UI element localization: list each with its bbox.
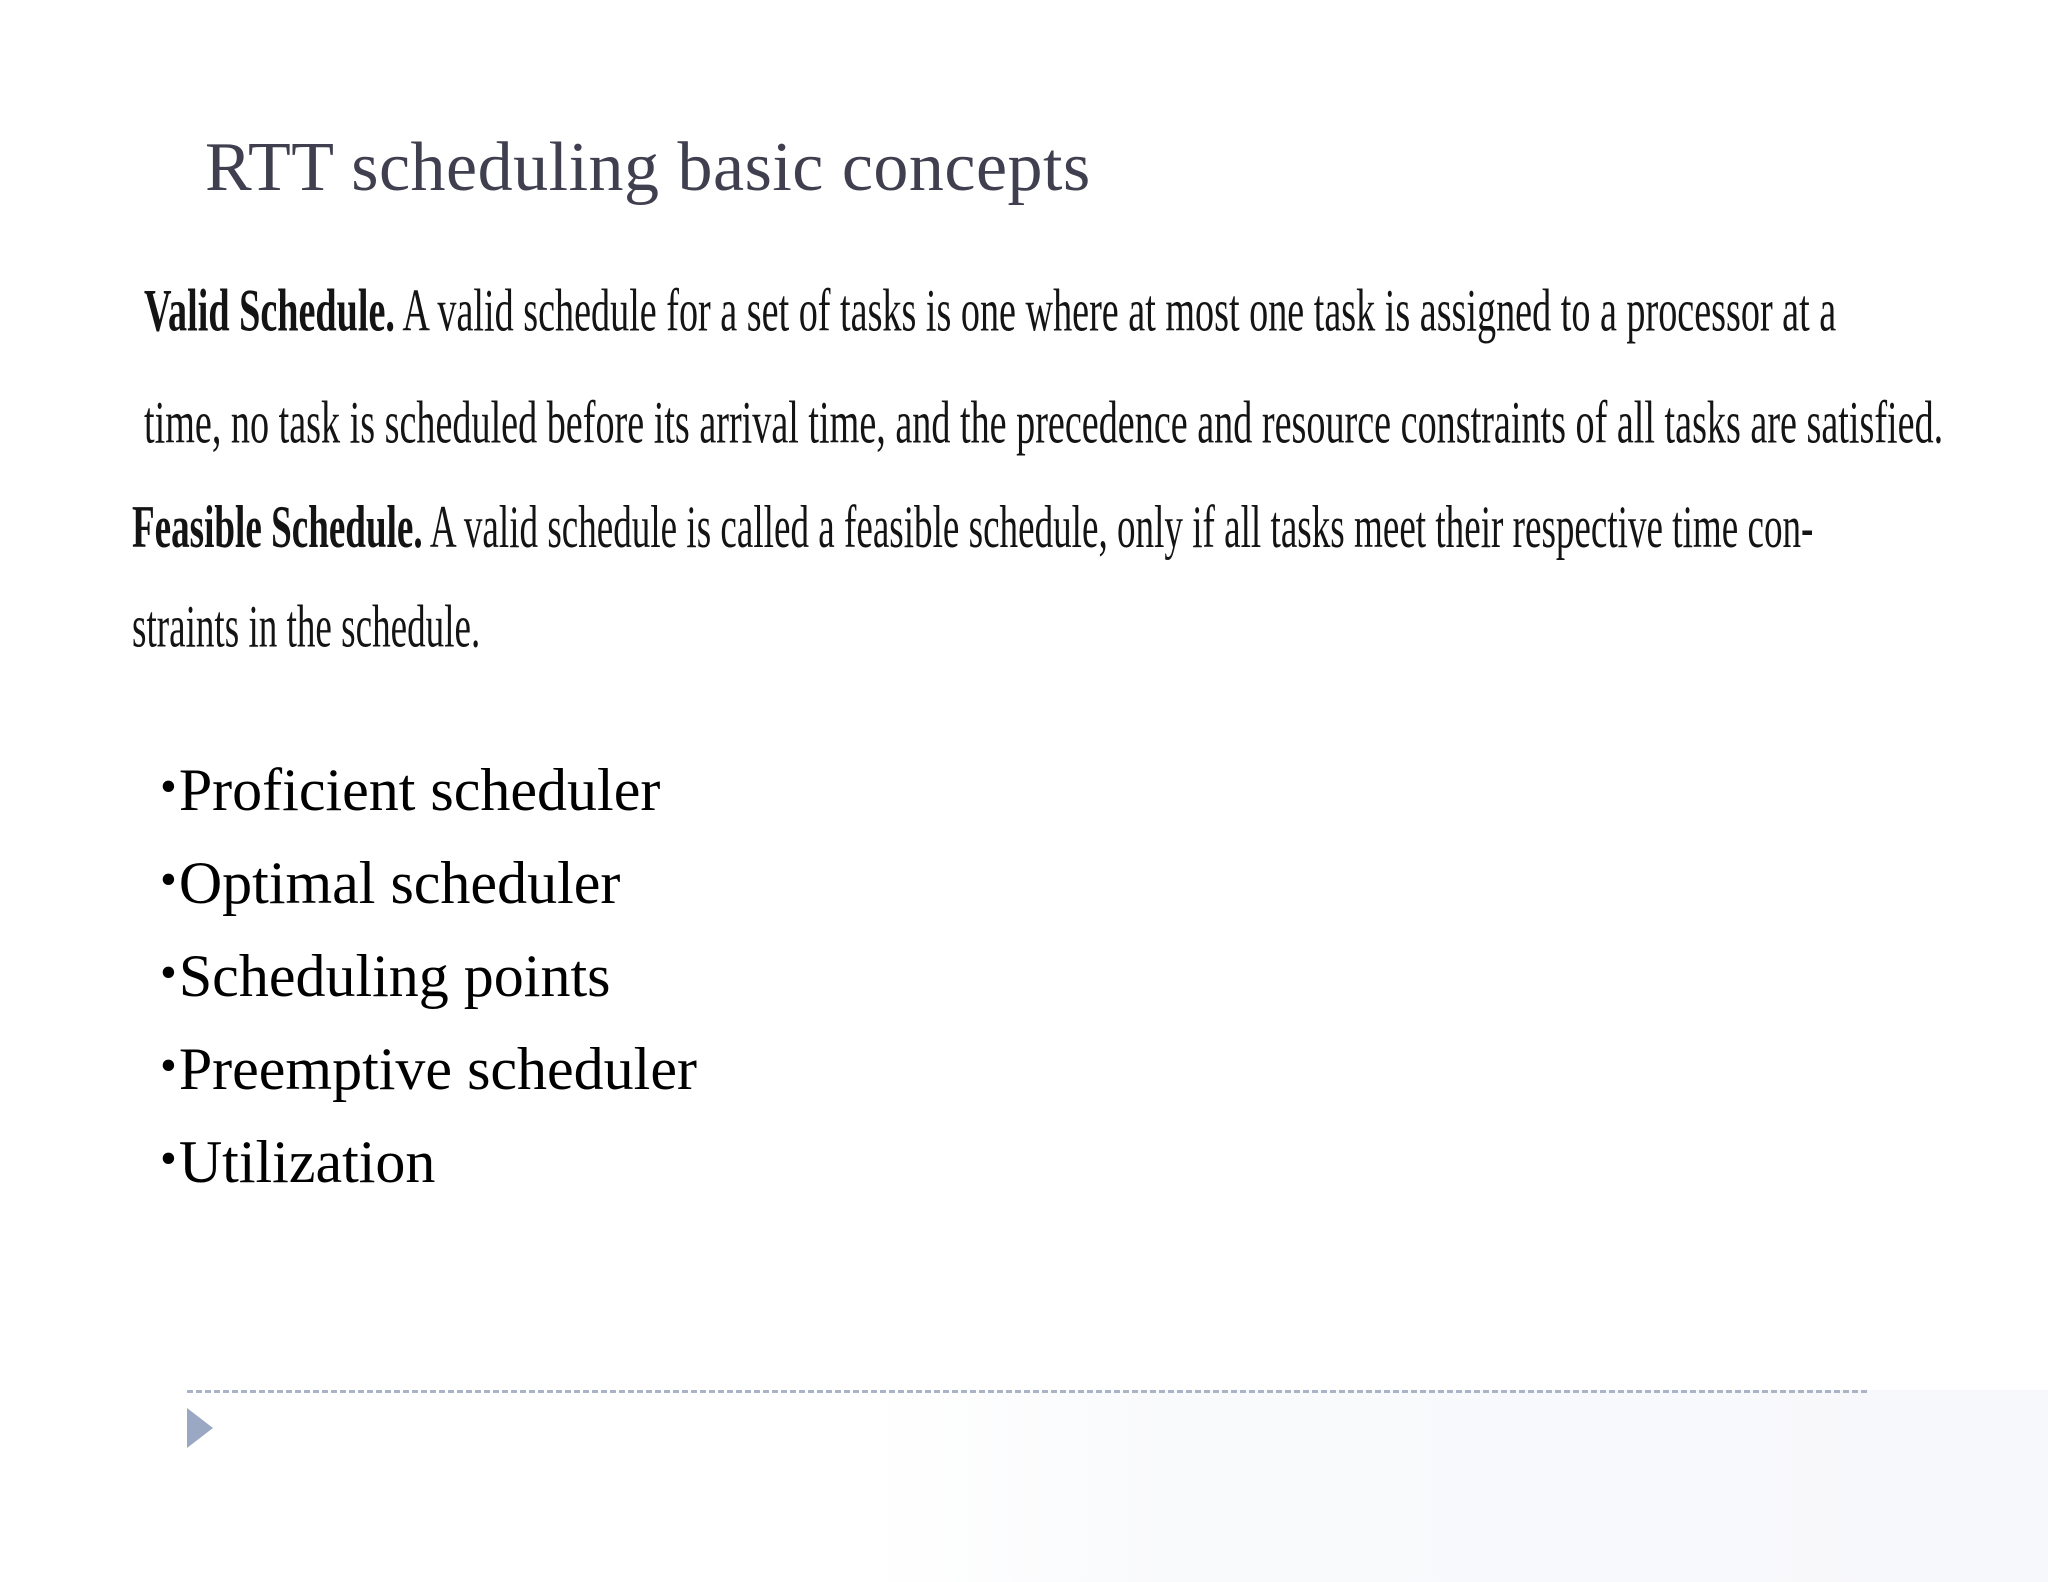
- list-item: [160, 742, 697, 835]
- list-item: [160, 1114, 697, 1207]
- list-item-label: Utilization: [178, 1129, 436, 1195]
- slide-title: RTT scheduling basic concepts: [205, 129, 1091, 206]
- list-item-label: Preemptive scheduler: [178, 1036, 697, 1102]
- definition-text: straints in the schedule.: [132, 594, 481, 660]
- triangle-right-icon: [187, 1408, 213, 1448]
- definition-feasible-schedule: [132, 478, 1813, 677]
- concept-list: [160, 742, 697, 1207]
- definition-valid-schedule: [144, 256, 1943, 480]
- definition-text: time, no task is scheduled before its arrival time, and the precedence and resource constraints of all tasks are satisfied.: [144, 390, 1944, 457]
- bullet-icon: •: [160, 1039, 177, 1092]
- footer-divider: [187, 1390, 1867, 1393]
- list-item-label: Proficient scheduler: [178, 757, 661, 823]
- definition-term: Valid Schedule.: [144, 278, 395, 345]
- definition-line: [144, 256, 1943, 368]
- bullet-icon: •: [160, 1132, 177, 1185]
- definition-text: A valid schedule is called a feasible schedule, only if all tasks meet their respective time con-: [429, 494, 1814, 561]
- definition-text: A valid schedule for a set of tasks is one where at most one task is assigned to a processor at a: [402, 278, 1837, 345]
- list-item: [160, 1021, 697, 1114]
- list-item: [160, 835, 697, 928]
- bullet-icon: •: [160, 853, 177, 906]
- list-item-label: Scheduling points: [178, 943, 611, 1009]
- list-item: [160, 928, 697, 1021]
- definition-term: Feasible Schedule.: [132, 494, 423, 561]
- list-item-label: Optimal scheduler: [178, 850, 621, 916]
- bullet-icon: •: [160, 946, 177, 999]
- definition-line: [132, 478, 1813, 577]
- footer-shading: [870, 1390, 2048, 1582]
- bullet-icon: •: [160, 760, 177, 813]
